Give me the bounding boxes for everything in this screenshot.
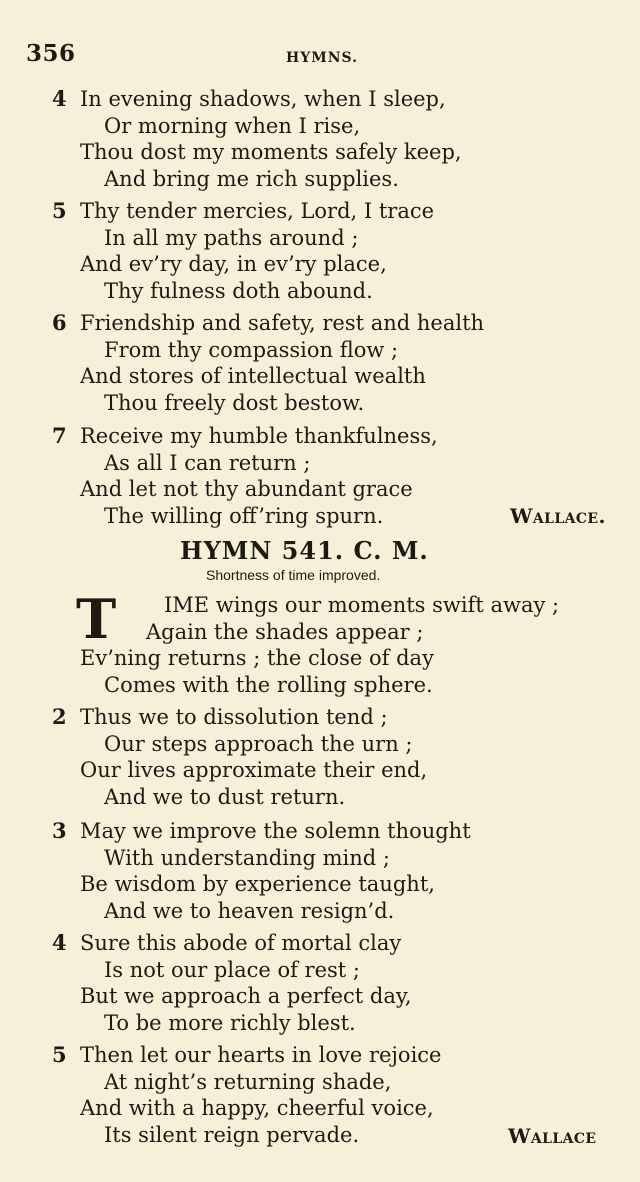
- verse-line: Our steps approach the urn ;: [104, 731, 413, 756]
- verse-line: Sure this abode of mortal clay: [80, 931, 402, 955]
- running-head: HYMNS.: [286, 50, 359, 66]
- page-number: 356: [26, 40, 76, 67]
- author-attribution: Wallace: [508, 1124, 597, 1148]
- verse-line: And bring me rich supplies.: [104, 166, 399, 191]
- verse-number: 4: [52, 930, 67, 955]
- verse-number: 7: [52, 423, 67, 448]
- verse-line: But we approach a perfect day,: [80, 984, 412, 1008]
- verse-line: Our lives approximate their end,: [80, 758, 428, 782]
- stanza: [52, 86, 612, 192]
- verse-line: To be more richly blest.: [104, 1010, 356, 1035]
- author-attribution: Wallace.: [510, 504, 606, 528]
- stanza: [52, 704, 612, 810]
- verse-line: Again the shades appear ;: [146, 619, 424, 644]
- verse-line: Thus we to dissolution tend ;: [80, 705, 388, 729]
- verse-line: And we to heaven resign’d.: [104, 898, 395, 923]
- hymn-subtitle: Shortness of time improved.: [206, 567, 381, 583]
- verse-line: Or morning when I rise,: [104, 113, 361, 138]
- verse-line: And we to dust return.: [104, 784, 346, 809]
- verse-line: IME wings our moments swift away ;: [164, 593, 560, 617]
- verse-line: As all I can return ;: [104, 450, 311, 475]
- verse-number: 2: [52, 704, 67, 729]
- verse-line: Comes with the rolling sphere.: [104, 672, 433, 697]
- verse-line: And ev’ry day, in ev’ry place,: [80, 252, 387, 276]
- verse-line: Thou dost my moments safely keep,: [80, 140, 462, 164]
- verse-line: Friendship and safety, rest and health: [80, 311, 485, 335]
- verse-line: And stores of intellectual wealth: [80, 364, 426, 388]
- verse-line: And with a happy, cheerful voice,: [80, 1096, 434, 1120]
- stanza: [52, 930, 612, 1036]
- verse-number: 6: [52, 310, 67, 335]
- verse-line: Thou freely dost bestow.: [104, 390, 365, 415]
- verse-line: Thy tender mercies, Lord, I trace: [80, 199, 435, 223]
- verse-number: 3: [52, 818, 67, 843]
- stanza: [52, 198, 612, 304]
- page-header: [26, 40, 626, 72]
- verse-line: With understanding mind ;: [104, 845, 390, 870]
- stanza: [52, 587, 612, 698]
- verse-line: The willing off’ring spurn.: [104, 503, 384, 528]
- verse-line: Is not our place of rest ;: [104, 957, 360, 982]
- verse-line: Thy fulness doth abound.: [104, 278, 373, 303]
- verse-number: 4: [52, 86, 67, 111]
- drop-cap: T: [76, 587, 117, 651]
- verse-line: In all my paths around ;: [104, 225, 359, 250]
- verse-line: Be wisdom by experience taught,: [80, 872, 435, 896]
- verse-line: Receive my humble thankfulness,: [80, 424, 438, 448]
- verse-line: Then let our hearts in love rejoice: [80, 1043, 442, 1067]
- stanza: [52, 310, 612, 416]
- stanza: [52, 818, 612, 924]
- verse-number: 5: [52, 198, 67, 223]
- hymn-title: HYMN 541. C. M.: [180, 536, 429, 565]
- verse-line: Its silent reign pervade.: [104, 1122, 360, 1147]
- verse-line: At night’s returning shade,: [104, 1069, 392, 1094]
- verse-number: 5: [52, 1042, 67, 1067]
- verse-line: Ev’ning returns ; the close of day: [80, 646, 434, 670]
- verse-line: May we improve the solemn thought: [80, 819, 471, 843]
- verse-line: And let not thy abundant grace: [80, 477, 413, 501]
- verse-line: In evening shadows, when I sleep,: [80, 87, 446, 111]
- verse-line: From thy compassion flow ;: [104, 337, 399, 362]
